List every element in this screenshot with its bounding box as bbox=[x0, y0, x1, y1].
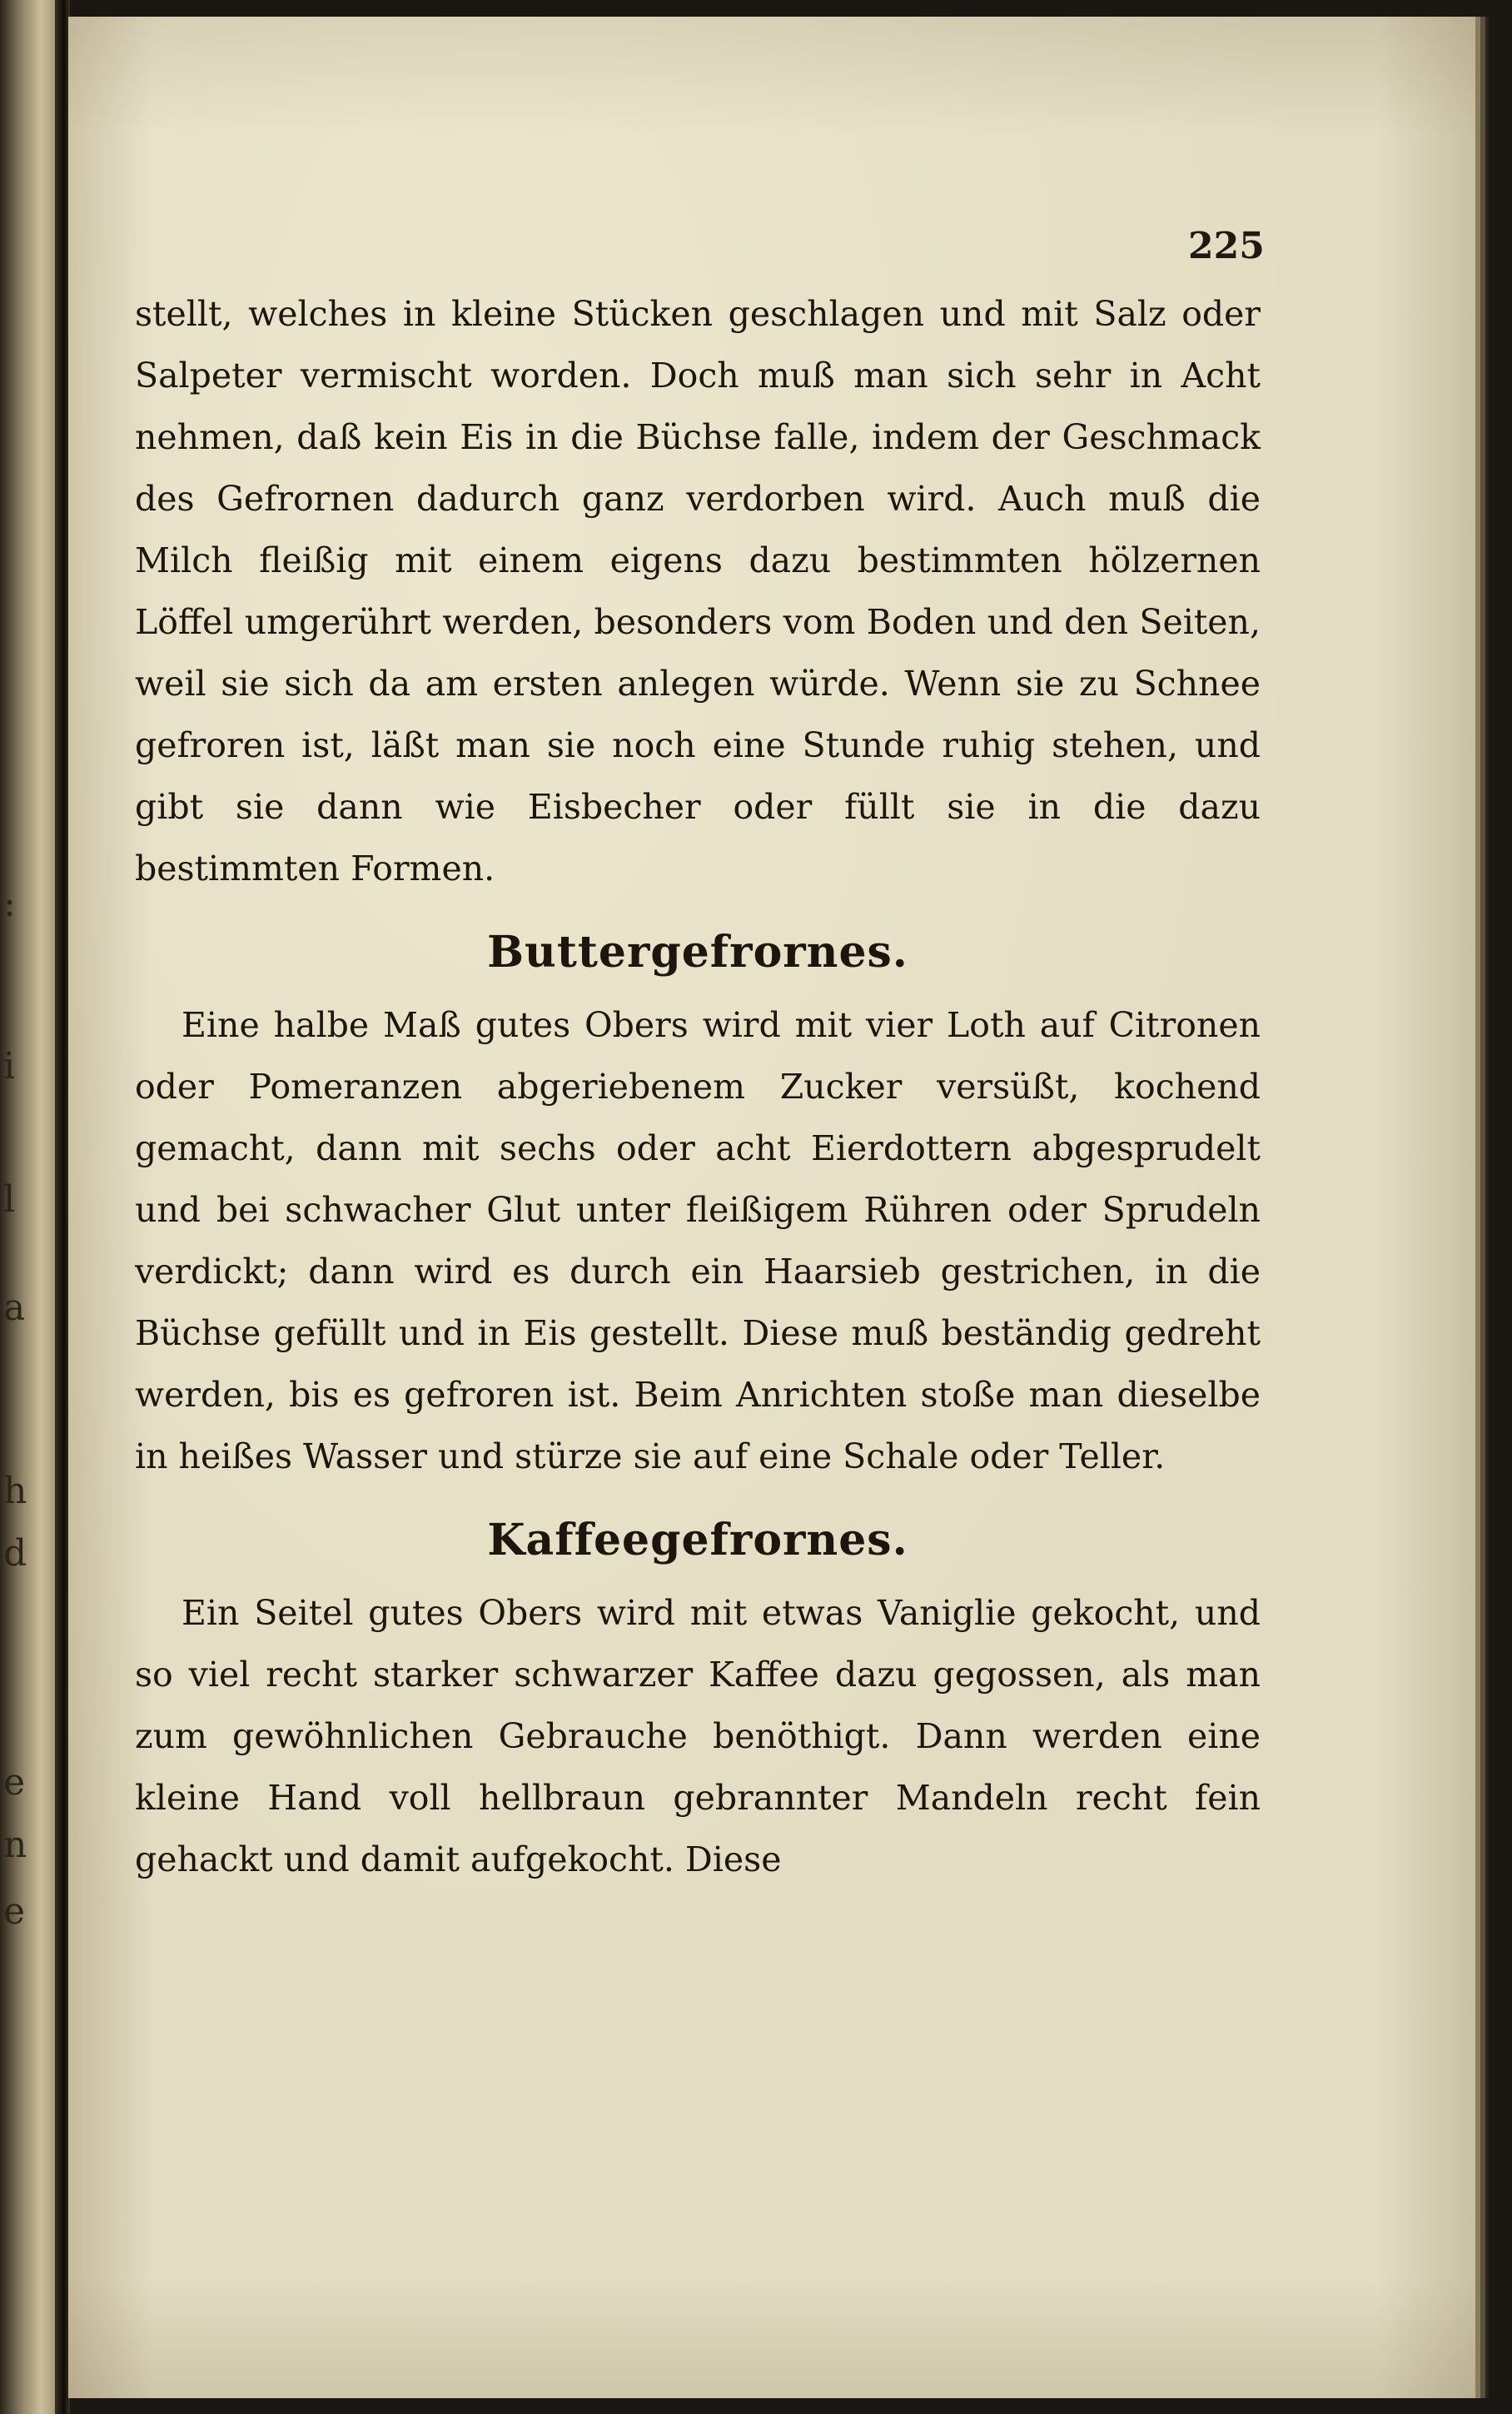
margin-glyph: i bbox=[3, 1045, 16, 1088]
margin-glyph: n bbox=[3, 1824, 27, 1866]
section-heading-buttergefrornes: Buttergefrornes. bbox=[487, 927, 908, 978]
facing-page-edge bbox=[0, 0, 55, 2414]
margin-glyph: e bbox=[3, 1890, 26, 1933]
margin-glyph: a bbox=[3, 1287, 26, 1329]
page-text bbox=[135, 283, 1261, 1890]
page-number: 225 bbox=[1188, 225, 1265, 267]
margin-glyph: h bbox=[3, 1470, 27, 1512]
paragraph-continuation: stellt, welches in kleine Stücken geschlagen und mit Salz oder Salpeter vermischt worden. Doch muß man sich sehr in Acht nehmen, daß kein Eis in die Büchse falle, indem der Geschmack des Gefrornen dadurch ganz verdorben wird. Auch muß die Milch fleißig mit einem eigens dazu bestimmten hölzernen Löffel umgerührt werden, besonders vom Boden und den Seiten, weil sie sich da am ersten anlegen würde. Wenn sie zu Schnee gefroren ist, läßt man sie noch eine Stunde ruhig stehen, und gibt sie dann wie Eisbecher oder füllt sie in die dazu bestimmten Formen. bbox=[135, 294, 1261, 888]
paragraph-buttergefrornes: Eine halbe Maß gutes Obers wird mit vier Loth auf Citronen oder Pomeranzen abgeriebenem Zucker versüßt, kochend gemacht, dann mit sechs oder acht Eierdottern abgesprudelt und bei schwacher Glut unter fleißigem Rühren oder Sprudeln verdickt; dann wird es durch ein Haarsieb gestrichen, in die Büchse gefüllt und in Eis gestellt. Diese muß beständig gedreht werden, bis es gefroren ist. Beim Anrichten stoße man dieselbe in heißes Wasser und stürze sie auf eine Schale oder Teller. bbox=[135, 1005, 1261, 1476]
margin-glyph: d bbox=[3, 1532, 27, 1575]
margin-glyph: e bbox=[3, 1761, 26, 1804]
paragraph-kaffeegefrornes: Ein Seitel gutes Obers wird mit etwas Vaniglie gekocht, und so viel recht starker schwarzer Kaffee dazu gegossen, als man zum gewöhnlichen Gebrauche benöthigt. Dann werden eine kleine Hand voll hellbraun gebrannter Mandeln recht fein gehackt und damit aufgekocht. Diese bbox=[135, 1593, 1261, 1879]
section-heading-kaffeegefrornes: Kaffeegefrornes. bbox=[487, 1515, 908, 1565]
margin-glyph: : bbox=[3, 883, 16, 925]
margin-glyph: l bbox=[3, 1178, 16, 1221]
book-page bbox=[68, 17, 1480, 2398]
